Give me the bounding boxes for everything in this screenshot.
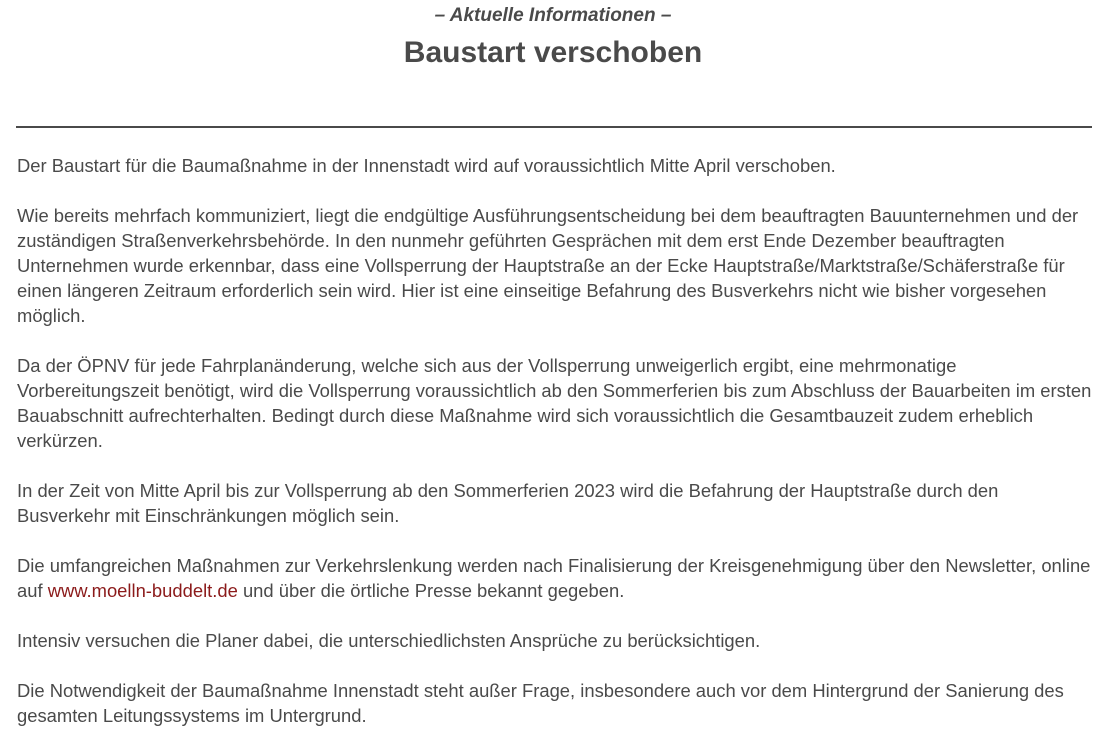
website-link[interactable]: www.moelln-buddelt.de — [47, 580, 238, 601]
page-title: Baustart verschoben — [403, 36, 703, 69]
paragraph-7: Die Notwendigkeit der Baumaßnahme Innenstadt steht außer Frage, insbesondere auch vor dem Hintergrund der Sanierung des gesamten Leitungssystems im Untergrund. — [17, 680, 1064, 726]
paragraph-5 — [17, 553, 1093, 603]
section-kicker: – Aktuelle Informationen – — [434, 5, 672, 26]
paragraph-1: Der Baustart für die Baumaßnahme in der Innenstadt wird auf voraussichtlich Mitte April verschoben. — [17, 155, 836, 176]
paragraph-5-text-before: Die umfangreichen Maßnahmen zur Verkehrslenkung werden nach Finalisierung der Kreisgenehmigung über den Newsletter, online auf — [17, 555, 1091, 601]
paragraph-6: Intensiv versuchen die Planer dabei, die unterschiedlichsten Ansprüche zu berücksichtigen. — [17, 630, 761, 651]
title-divider — [16, 126, 1092, 128]
paragraph-5-text-after: und über die örtliche Presse bekannt gegeben. — [237, 580, 625, 601]
paragraph-4: In der Zeit von Mitte April bis zur Vollsperrung ab den Sommerferien 2023 wird die Befahrung der Hauptstraße durch den Busverkehr mit Einschränkungen möglich sein. — [17, 480, 999, 526]
paragraph-2: Wie bereits mehrfach kommuniziert, liegt die endgültige Ausführungsentscheidung bei dem beauftragten Bauunternehmen und der zuständigen Straßenverkehrsbehörde. In den nunmehr geführten Gesprächen mit dem erst Ende Dezember beauftragten Unternehmen wurde erkennbar, dass eine Vollsperrung der Hauptstraße an der Ecke Hauptstraße/Marktstraße/Schäferstraße für einen längeren Zeitraum erforderlich sein wird. Hier ist eine einseitige Befahrung des Busverkehrs nicht wie bisher vorgesehen möglich. — [17, 205, 1079, 326]
paragraph-3: Da der ÖPNV für jede Fahrplanänderung, welche sich aus der Vollsperrung unweigerlich ergibt, eine mehrmonatige Vorbereitungszeit benötigt, wird die Vollsperrung voraussichtlich ab den Sommerferien bis zum Abschluss der Bauarbeiten im ersten Bauabschnitt aufrechterhalten. Bedingt durch diese Maßnahme wird sich voraussichtlich die Gesamtbauzeit zudem erheblich verkürzen. — [17, 355, 1092, 451]
article-body — [17, 153, 1093, 753]
